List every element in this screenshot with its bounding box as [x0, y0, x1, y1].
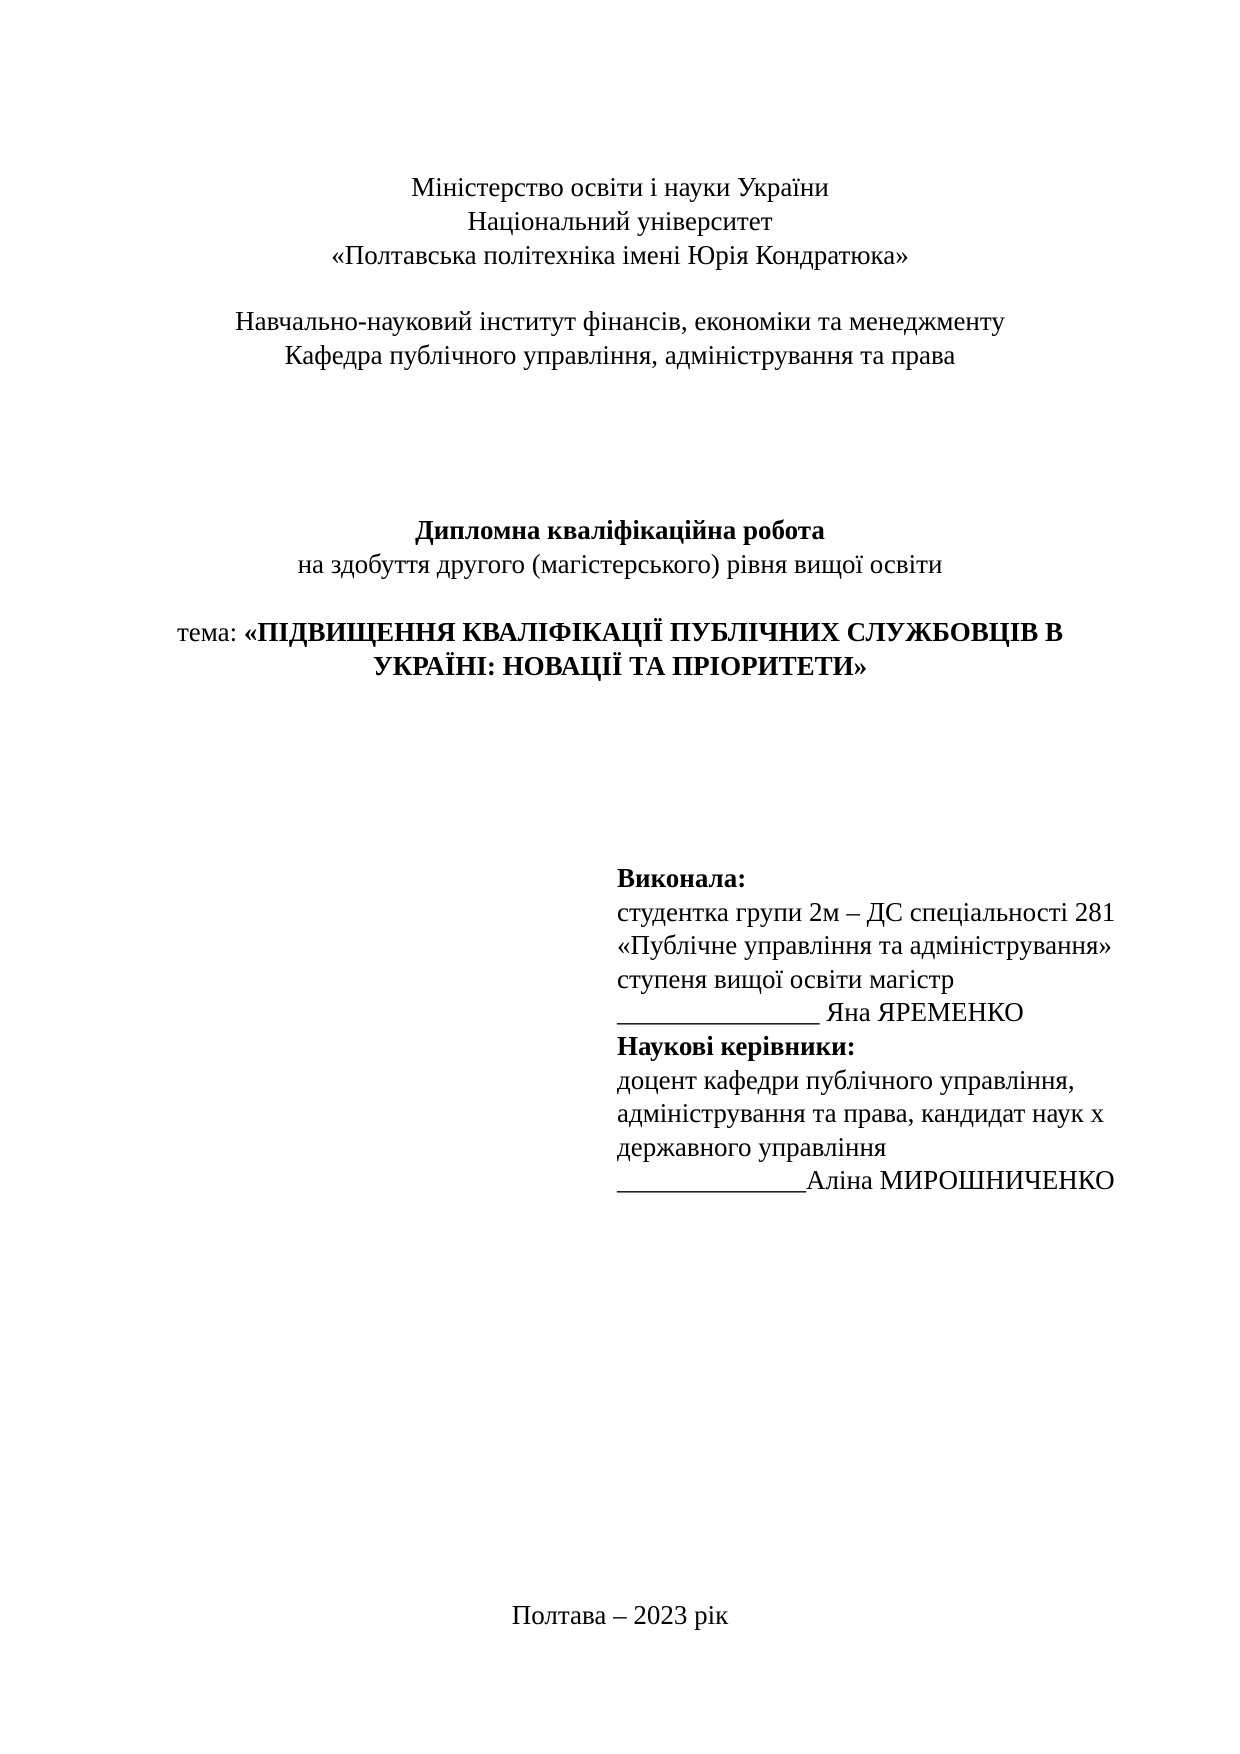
- theme-block: [0, 615, 1240, 683]
- supervisor-position-1: доцент кафедри публічного управління,: [617, 1064, 1075, 1095]
- institute-name: Навчально-науковий інститут фінансів, економіки та менеджменту: [235, 306, 1005, 336]
- university-name: «Полтавська політехніка імені Юрія Кондратюка»: [331, 240, 909, 270]
- author-specialty: «Публічне управління та адміністрування»: [617, 930, 1112, 961]
- theme-title-part-2: УКРАЇНІ: НОВАЦІЇ ТА ПРІОРИТЕТИ»: [372, 651, 868, 681]
- author-signature-blank: _______________: [617, 997, 820, 1028]
- supervisor-name: Аліна МИРОШНИЧЕНКО: [806, 1165, 1115, 1196]
- work-type-block: [0, 513, 1240, 581]
- department-name: Кафедра публічного управління, адміністрування та права: [284, 340, 956, 370]
- theme-title-part-1: «ПІДВИЩЕННЯ КВАЛІФІКАЦІЇ ПУБЛІЧНИХ СЛУЖБОВЦІВ В: [243, 617, 1064, 647]
- supervisor-position-2: адміністрування та права, кандидат наук х: [617, 1098, 1104, 1129]
- theme-line-1: [0, 615, 1240, 649]
- institute-block: [0, 304, 1240, 372]
- title-page-footer: [0, 1598, 1240, 1632]
- place-and-year: Полтава – 2023 рік: [511, 1600, 729, 1630]
- supervisor-signature-blank: ______________: [617, 1165, 806, 1196]
- author-signature-line: [617, 996, 1115, 1030]
- author-supervisor-block: [617, 862, 1115, 1198]
- ministry-name: Міністерство освіти і науки України: [411, 172, 829, 202]
- author-group: студентка групи 2м – ДС спеціальності 281: [617, 896, 1116, 927]
- university-type: Національний університет: [467, 206, 773, 236]
- supervisors-heading: Наукові керівники:: [617, 1030, 856, 1061]
- supervisor-signature-line: [617, 1164, 1115, 1198]
- theme-label: тема:: [176, 617, 244, 647]
- supervisor-position-3: державного управління: [617, 1131, 887, 1162]
- author-degree: ступеня вищої освіти магістр: [617, 963, 955, 994]
- work-type: Дипломна кваліфікаційна робота: [415, 515, 825, 545]
- degree-level: на здобуття другого (магістерського) рівня вищої освіти: [297, 549, 943, 579]
- author-name: Яна ЯРЕМЕНКО: [819, 997, 1024, 1028]
- title-page-header: [0, 170, 1240, 272]
- author-heading: Виконала:: [617, 863, 747, 893]
